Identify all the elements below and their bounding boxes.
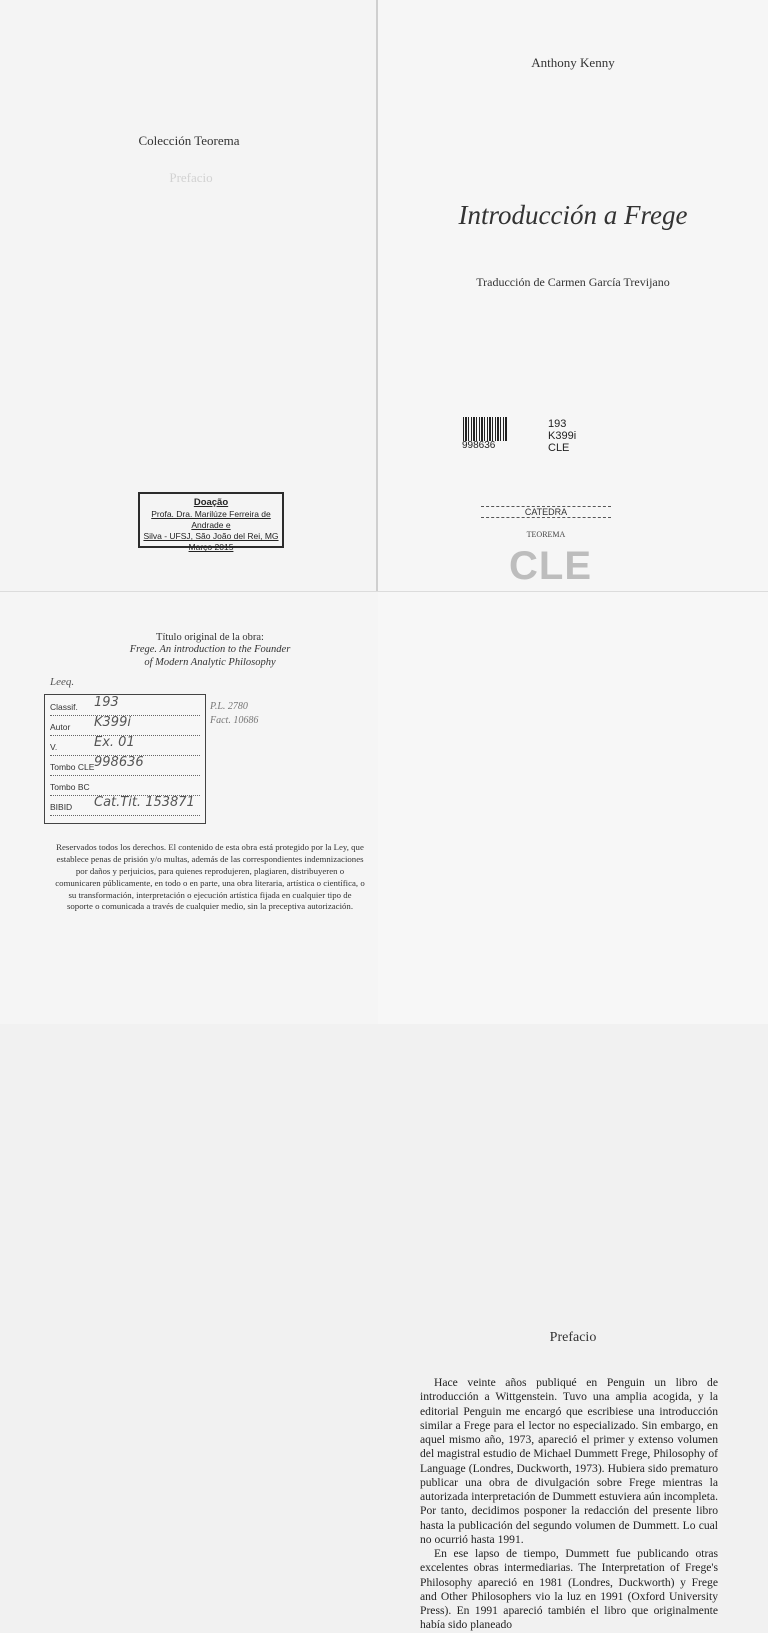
catalog-value: Cat.Tit. 153871 <box>94 795 195 810</box>
catalog-row <box>50 797 200 816</box>
library-label-collection: CLE <box>548 442 570 454</box>
publisher-logo: CLE <box>509 544 592 588</box>
side-note-line2: Fact. 10686 <box>210 715 259 726</box>
catalog-label: Tombo CLE <box>50 762 95 772</box>
bleed-through-heading: Prefacio <box>169 170 213 185</box>
page-top-right <box>378 0 768 592</box>
donation-line1: Profa. Dra. Marilúze Ferreira de Andrade e <box>151 509 271 531</box>
handwritten-note: Leeq. <box>50 676 75 688</box>
publisher-stamp-middle: TEOREMA <box>526 530 566 539</box>
catalog-label: V. <box>50 742 58 752</box>
catalog-card <box>44 694 206 824</box>
bleed-through-title <box>228 760 236 794</box>
barcode-icon <box>463 417 507 441</box>
page-bottom-right <box>378 592 768 1632</box>
translator-credit: Traducción de Carmen García Trevijano <box>476 275 670 289</box>
catalog-row <box>50 737 200 756</box>
catalog-label: Classif. <box>50 702 78 712</box>
barcode-number: 998636 <box>462 440 496 451</box>
book-title: Introducción a Frege <box>458 200 688 230</box>
original-title-line2: of Modern Analytic Philosophy <box>144 656 276 668</box>
page-separator <box>0 591 768 592</box>
original-title <box>0 644 420 669</box>
preface-body <box>420 1376 718 1633</box>
catalog-value: Ex. 01 <box>94 735 135 750</box>
donation-title: Doação <box>193 497 229 508</box>
catalog-row <box>50 777 200 796</box>
catalog-row <box>50 697 200 716</box>
publisher-stamp-top: CATEDRA <box>481 506 611 518</box>
catalog-row <box>50 757 200 776</box>
catalog-row <box>50 717 200 736</box>
donation-line2: Silva - UFSJ, São João del Rei, MG <box>143 531 279 542</box>
catalog-value: K399i <box>94 715 131 730</box>
page-spine <box>376 0 378 592</box>
catalog-value: 998636 <box>94 755 144 770</box>
donation-line3: Março 2015 <box>188 542 234 553</box>
rights-notice: Reservados todos los derechos. El contenido de esta obra está protegido por la Ley, que establece penas de prisión y/o multas, además de las correspondientes indemnizaciones por daños y perjuicios, para quienes reprodujeren, plagiaren, distribuyeren o comunicaren públicamente, en todo o en parte, una obra literaria, artística o científica, o su transformación, interpretación o ejecución artística fijada en cualquier tipo de soporte o comunicada a través de cualquier medio, sin la preceptiva autorización. <box>55 842 365 912</box>
donation-stamp <box>138 492 284 553</box>
original-title-heading: Título original de la obra: <box>156 632 264 643</box>
side-note-line1: P.L. 2780 <box>210 701 248 712</box>
publisher-stamp <box>471 500 621 588</box>
preface-paragraph-1: Hace veinte años publiqué en Penguin un libro de introducción a Wittgenstein. Tuvo una amplia acogida, y la editorial Penguin me encargó que escribiese una introducción similar a Frege para el lector no especializado. Sin embargo, en aquel mismo año, 1973, apareció el primer y extenso volumen del magistral estudio de Michael Dummett Frege, Philosophy of Language (Londres, Duckworth, 1973). Hubiera sido prematuro publicar una obra de divulgación sobre Frege mientras la autorizada interpretación de Dummett estuviera aún incompleta. Por tanto, decidimos posponer la redacción del presente libro hasta la publicación del segundo volumen de Dummett. Lo cual no ocurrió hasta 1991. <box>420 1376 718 1546</box>
catalog-label: Tombo BC <box>50 782 90 792</box>
library-label-class: 193 <box>548 418 567 430</box>
preface-paragraph-2: En ese lapso de tiempo, Dummett fue publicando otras excelentes obras intermediarias. The Interpretation of Frege's Philosophy apareció en 1981 (Londres, Duckworth) y Frege and Other Philosophers vio la luz en 1991 (Oxford University Press). En 1991 apareció también el libro que originalmente había sido planeado <box>420 1547 718 1632</box>
catalog-label: BIBID <box>50 802 73 812</box>
handwritten-side-note <box>210 700 258 728</box>
collection-name: Colección Teorema <box>138 133 240 148</box>
library-label-author: K399i <box>548 430 577 442</box>
original-title-line1: Frege. An introduction to the Founder <box>129 644 291 655</box>
author-name: Anthony Kenny <box>531 55 615 70</box>
preface-heading: Prefacio <box>549 1330 597 1345</box>
catalog-label: Autor <box>50 722 71 732</box>
page-top-left <box>0 0 378 592</box>
catalog-value: 193 <box>94 695 119 710</box>
